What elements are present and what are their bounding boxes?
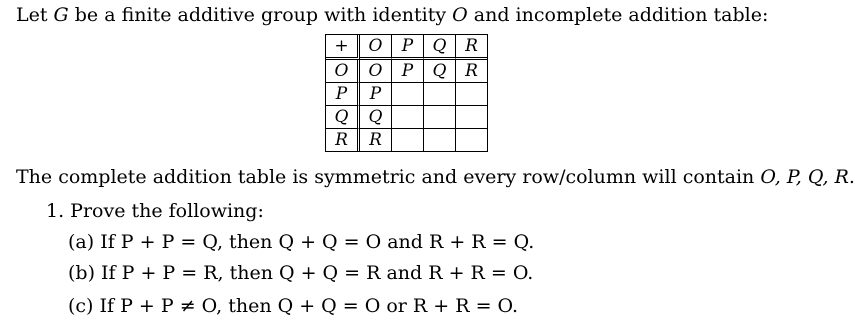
table-row-header-cell: O xyxy=(326,60,360,83)
table-cell xyxy=(392,106,424,129)
table-cell: P xyxy=(360,83,392,106)
table-cell xyxy=(456,106,487,129)
item-label: (b) xyxy=(68,262,95,284)
item-text: If P + P = Q, then Q + Q = O and R + R = Q. xyxy=(100,231,535,253)
item-label: (a) xyxy=(68,231,95,253)
group-symbol-G: G xyxy=(53,4,69,26)
table-row-header-cell: R xyxy=(326,129,360,151)
table-cell xyxy=(456,129,487,151)
intro-sentence xyxy=(16,4,768,26)
table-cell xyxy=(392,129,424,151)
intro-text-1: Let xyxy=(16,4,54,26)
list-item xyxy=(68,231,534,253)
table-cell: Q xyxy=(360,106,392,129)
table-cell xyxy=(424,129,456,151)
table-cell xyxy=(392,83,424,106)
description-text-1: The complete addition table is symmetric and every row/column will contain xyxy=(16,166,761,188)
addition-table xyxy=(325,34,488,152)
table-cell xyxy=(424,83,456,106)
item-text: If P + P ≠ O, then Q + Q = O or R + R = O. xyxy=(99,295,519,317)
table-row-header-cell: P xyxy=(326,83,360,106)
list-item xyxy=(68,295,518,317)
table-row xyxy=(326,106,487,129)
table-row xyxy=(326,60,487,83)
table-cell xyxy=(456,83,487,106)
item-label: (c) xyxy=(68,295,94,317)
table-cell: R xyxy=(456,60,487,83)
table-header-cell: + xyxy=(326,35,360,60)
table-cell: P xyxy=(392,60,424,83)
table-cell: R xyxy=(360,129,392,151)
table-cell: O xyxy=(360,60,392,83)
table-header-cell: P xyxy=(392,35,424,60)
description-text-2: . xyxy=(848,166,855,188)
table-header-cell: O xyxy=(360,35,392,60)
table-cell xyxy=(424,106,456,129)
item-text: If P + P = R, then Q + Q = R and R + R = O. xyxy=(101,262,534,284)
table-row-header-cell: Q xyxy=(326,106,360,129)
identity-symbol-O: O xyxy=(452,4,468,26)
table-row xyxy=(326,129,487,151)
prove-heading: 1. Prove the following: xyxy=(46,200,264,222)
list-item xyxy=(68,262,533,284)
table-header-cell: Q xyxy=(424,35,456,60)
table-header-cell: R xyxy=(456,35,487,60)
table-cell: Q xyxy=(424,60,456,83)
intro-text-2: be a finite additive group with identity xyxy=(68,4,453,26)
table-description xyxy=(16,166,855,188)
intro-text-3: and incomplete addition table: xyxy=(467,4,769,26)
table-row xyxy=(326,83,487,106)
table-header-row xyxy=(326,35,487,60)
description-math: O, P, Q, R xyxy=(760,166,849,188)
